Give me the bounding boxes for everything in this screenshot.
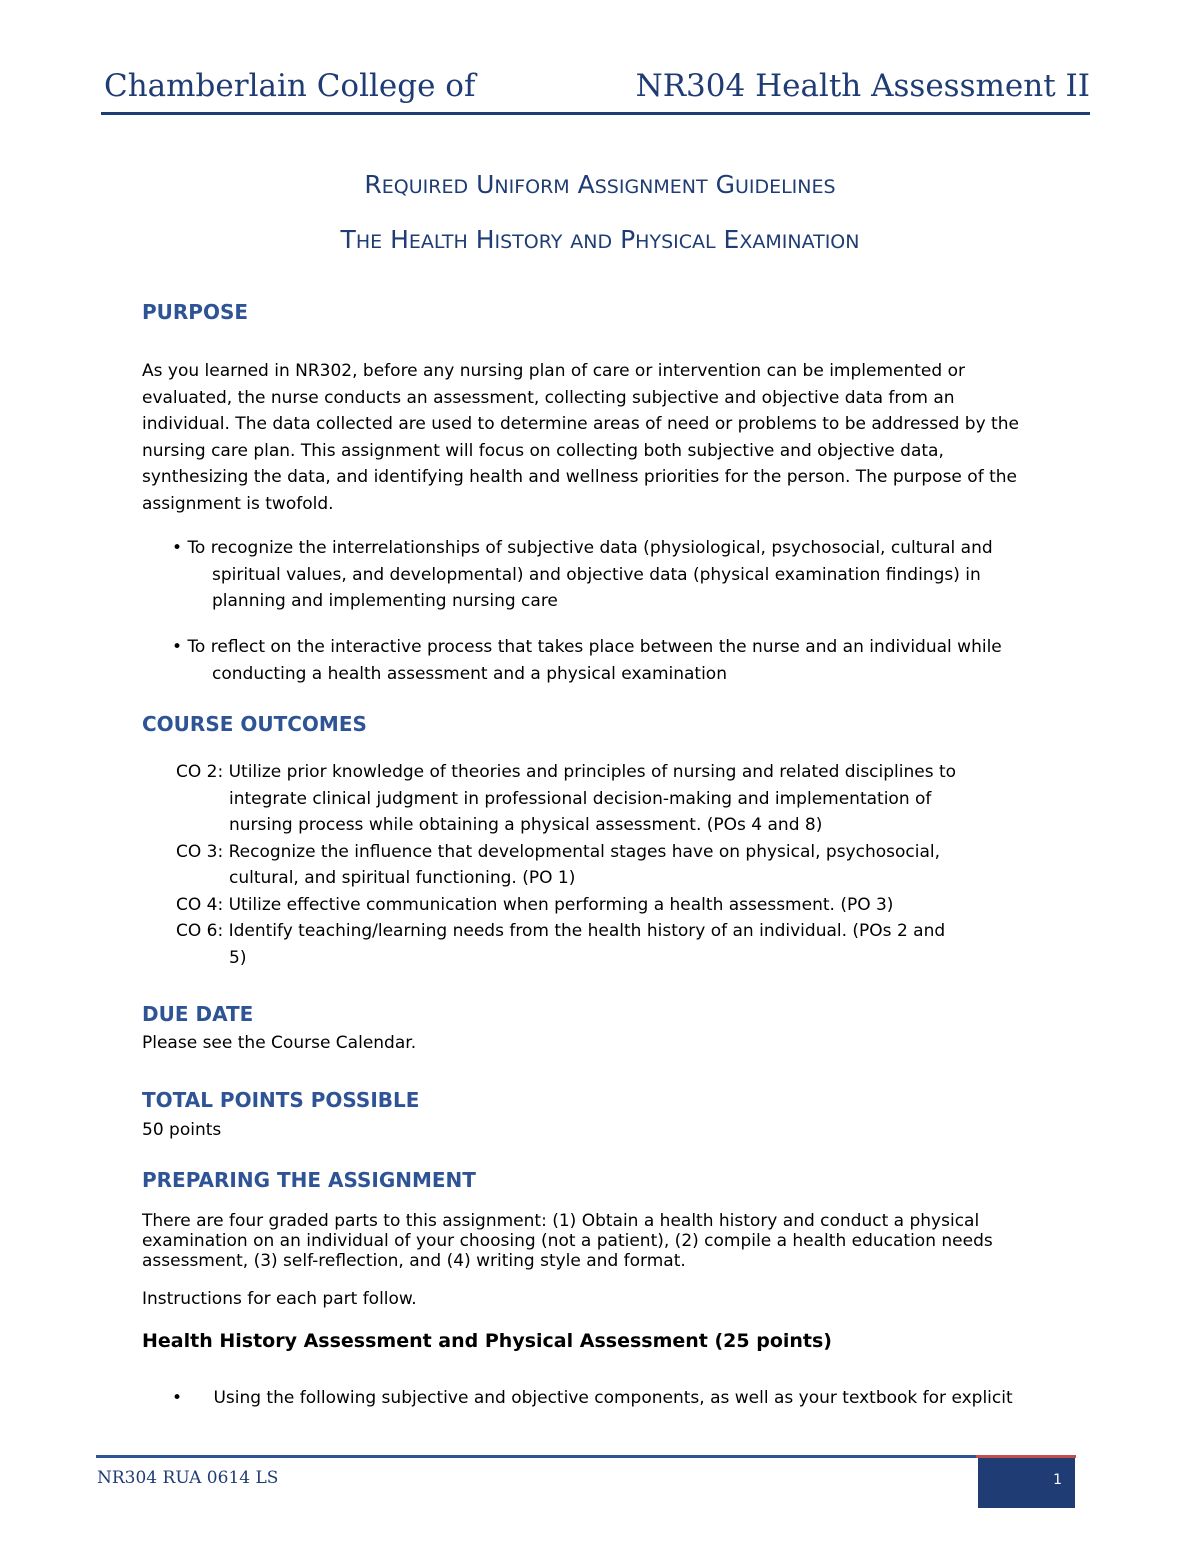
purpose-heading: PURPOSE (142, 300, 249, 324)
purpose-line: assignment is twofold. (142, 493, 334, 514)
document-title-line1: REQUIRED UNIFORM ASSIGNMENT GUIDELINES (364, 170, 836, 199)
purpose-line: nursing care plan. This assignment will focus on collecting both subjective and objective data, (142, 440, 944, 461)
header-course-title: NR304 Health Assessment II (635, 68, 1090, 104)
bullet-text: To reflect on the interactive process that takes place between the nurse and an individual while (187, 637, 1002, 657)
outcome-item: CO 4: Utilize effective communication when performing a health assessment. (PO 3) (176, 894, 894, 915)
outcome-item-cont: nursing process while obtaining a physical assessment. (POs 4 and 8) (229, 815, 823, 835)
preparing-heading: PREPARING THE ASSIGNMENT (142, 1168, 476, 1192)
header-divider (101, 112, 1090, 115)
preparing-line: examination on an individual of your choosing (not a patient), (2) compile a health education needs (142, 1231, 993, 1251)
document-title-line2: THE HEALTH HISTORY AND PHYSICAL EXAMINATION (340, 225, 860, 254)
outcomes-list (176, 759, 996, 971)
preparing-line: There are four graded parts to this assignment: (1) Obtain a health history and conduct a physical (142, 1211, 980, 1231)
outcome-item: CO 3: Recognize the influence that developmental stages have on physical, psychosocial, (176, 841, 941, 862)
bullet-icon: • (172, 1388, 183, 1408)
purpose-line: As you learned in NR302, before any nursing plan of care or intervention can be implemented or (142, 361, 965, 381)
bullet-text: planning and implementing nursing care (212, 591, 558, 611)
total-points-text: 50 points (142, 1120, 222, 1140)
outcome-item: CO 2: Utilize prior knowledge of theories and principles of nursing and related disciplines to (176, 762, 957, 782)
outcome-item-cont: 5) (229, 947, 247, 968)
instructions-text: Instructions for each part follow. (142, 1289, 417, 1309)
page-number: 1 (1053, 1472, 1062, 1488)
bullet-icon: • (172, 538, 183, 558)
due-date-text: Please see the Course Calendar. (142, 1033, 417, 1053)
outcome-item: CO 6: Identify teaching/learning needs from the health history of an individual. (POs 2 and (176, 921, 946, 941)
outcome-item-cont: cultural, and spiritual functioning. (PO 1) (229, 868, 576, 888)
footer-divider (96, 1455, 976, 1458)
document-title (0, 170, 1200, 199)
bullet-text: To recognize the interrelationships of subjective data (physiological, psychosocial, cultural and (187, 538, 993, 558)
outcome-item-cont: integrate clinical judgment in professional decision-making and implementation of (229, 788, 932, 809)
total-points-heading: TOTAL POINTS POSSIBLE (142, 1088, 420, 1112)
bullet-text: conducting a health assessment and a physical examination (212, 663, 727, 684)
purpose-bullet-1 (172, 535, 1052, 615)
purpose-paragraph (142, 358, 1052, 517)
bullet-text: spiritual values, and developmental) and objective data (physical examination findings) in (212, 564, 981, 585)
due-date-heading: DUE DATE (142, 1002, 254, 1026)
purpose-bullet-2 (172, 634, 1052, 687)
purpose-line: individual. The data collected are used to determine areas of need or problems to be addressed by the (142, 414, 1019, 434)
header-college-name: Chamberlain College of (104, 68, 476, 104)
purpose-line: synthesizing the data, and identifying health and wellness priorities for the person. The purpose of the (142, 467, 1017, 487)
document-subtitle (0, 225, 1200, 254)
bullet-text: Using the following subjective and objective components, as well as your textbook for explicit (213, 1388, 1013, 1408)
section-bullet (172, 1385, 1052, 1412)
preparing-line: assessment, (3) self-reflection, and (4) writing style and format. (142, 1251, 686, 1271)
section-heading: Health History Assessment and Physical Assessment (25 points) (142, 1330, 832, 1352)
footer-document-code: NR304 RUA 0614 LS (97, 1468, 279, 1488)
preparing-paragraph (142, 1211, 1052, 1271)
bullet-icon: • (172, 637, 183, 657)
outcomes-heading: COURSE OUTCOMES (142, 712, 367, 736)
purpose-line: evaluated, the nurse conducts an assessment, collecting subjective and objective data from an (142, 387, 955, 408)
